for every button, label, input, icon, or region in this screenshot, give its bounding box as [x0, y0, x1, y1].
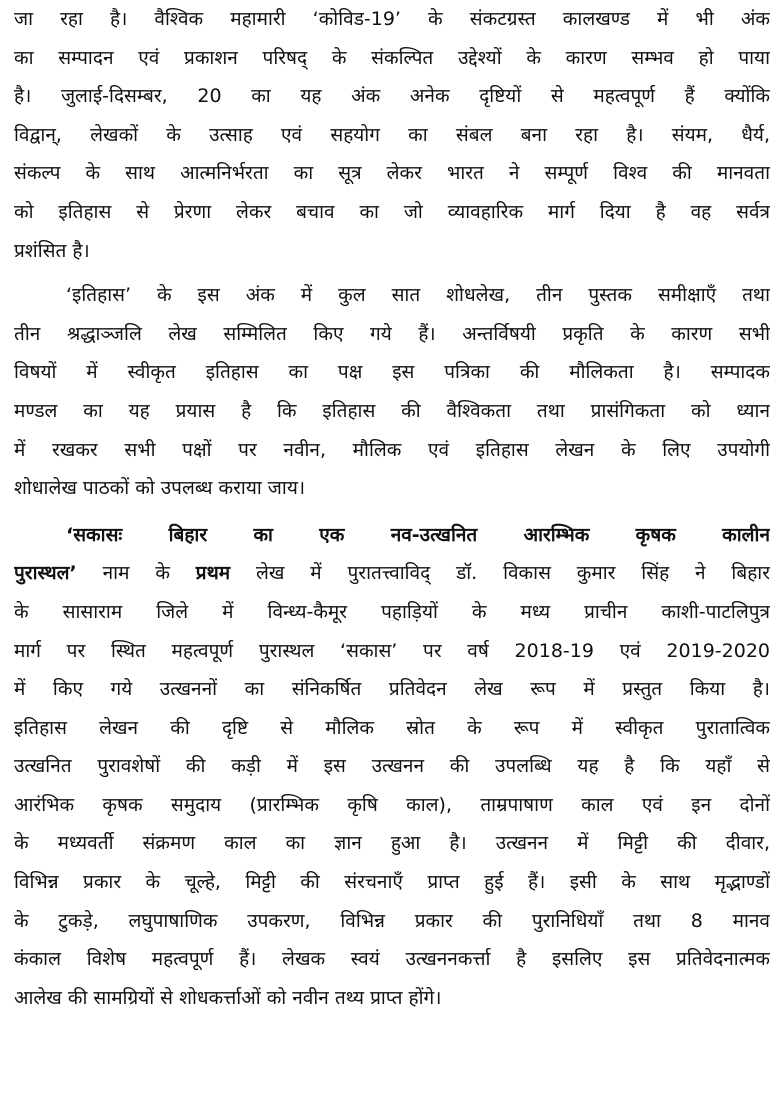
text-line: आलेख की सामग्रियों से शोधकर्त्ताओं को नवीन तथ्य प्राप्त होंगे। [14, 986, 442, 1009]
text-line: मण्डल का यह प्रयास है कि इतिहास की वैश्विकता तथा प्रासंगिकता को ध्यान [14, 399, 770, 422]
paragraph-intro [14, 0, 770, 270]
text-line: विद्वान्, लेखकों के उत्साह एवं सहयोग का संबल बना रहा है। संयम, धैर्य, [14, 123, 770, 146]
text-line: तीन श्रद्धाञ्जलि लेख सम्मिलित किए गये हैं। अन्तर्विषयी प्रकृति के कारण सभी [14, 322, 770, 345]
bold-word: प्रथम [195, 562, 231, 585]
text-line: प्रशंसित है। [14, 239, 90, 262]
article-title-part: पुरास्थल’ [14, 562, 77, 585]
text-line: शोधालेख पाठकों को उपलब्ध कराया जाय। [14, 477, 306, 500]
text-line: में रखकर सभी पक्षों पर नवीन, मौलिक एवं इतिहास लेखन के लिए उपयोगी [14, 438, 770, 461]
text-span: नाम के [76, 562, 196, 585]
text-line: विषयों में स्वीकृत इतिहास का पक्ष इस पत्रिका की मौलिकता है। सम्पादक [14, 361, 770, 384]
text-line: में किए गये उत्खननों का संनिकर्षित प्रतिवेदन लेख रूप में प्रस्तुत किया है। [14, 678, 770, 701]
text-line: आरंभिक कृषक समुदाय (प्रारम्भिक कृषि काल), ताम्रपाषाण काल एवं इन दोनों [14, 793, 770, 816]
text-line: संकल्प के साथ आत्मनिर्भरता का सूत्र लेकर भारत ने सम्पूर्ण विश्व की मानवता [14, 162, 770, 185]
text-line [14, 554, 770, 593]
text-line: मार्ग पर स्थित महत्वपूर्ण पुरास्थल ‘सकास’ पर वर्ष 2018-19 एवं 2019-2020 [14, 639, 770, 662]
text-line: उत्खनित पुरावशेषों की कड़ी में इस उत्खनन की उपलब्धि यह है कि यहाँ से [14, 755, 770, 778]
text-line: विभिन्न प्रकार के चूल्हे, मिट्टी की संरचनाएँ प्राप्त हुई हैं। इसी के साथ मृद्भाण्डों [14, 871, 770, 894]
text-line: को इतिहास से प्रेरणा लेकर बचाव का जो व्यावहारिक मार्ग दिया है वह सर्वत्र [14, 200, 770, 223]
article-title-part: ‘सकासः बिहार का एक नव-उत्खनित आरम्भिक कृषक कालीन [66, 523, 770, 546]
text-line: कंकाल विशेष महत्वपूर्ण हैं। लेखक स्वयं उत्खननकर्त्ता है इसलिए इस प्रतिवेदनात्मक [14, 948, 770, 971]
text-line [14, 516, 770, 555]
text-line: के सासाराम जिले में विन्ध्य-कैमूर पहाड़ियों के मध्य प्राचीन काशी-पाटलिपुत्र [14, 600, 770, 623]
text-line: का सम्पादन एवं प्रकाशन परिषद् के संकल्पित उद्देश्यों के कारण सम्भव हो पाया [14, 46, 770, 69]
text-line: जा रहा है। वैश्विक महामारी ‘कोविड-19’ के संकटग्रस्त कालखण्ड में भी अंक [14, 8, 770, 30]
text-line: के टुकड़े, लघुपाषाणिक उपकरण, विभिन्न प्रकार की पुरानिधियाँ तथा 8 मानव [14, 909, 770, 932]
paragraph-issue-overview [14, 276, 770, 508]
paragraph-first-article [14, 516, 770, 1018]
text-line: ‘इतिहास’ के इस अंक में कुल सात शोधलेख, तीन पुस्तक समीक्षाएँ तथा [66, 284, 770, 307]
text-line: के मध्यवर्ती संक्रमण काल का ज्ञान हुआ है। उत्खनन में मिट्टी की दीवार, [14, 832, 770, 855]
text-span: लेख में पुरातत्त्वाविद् डॉ. विकास कुमार सिंह ने बिहार [230, 562, 770, 585]
text-line: है। जुलाई-दिसम्बर, 20 का यह अंक अनेक दृष्टियों से महत्वपूर्ण हैं क्योंकि [14, 85, 770, 108]
text-line: इतिहास लेखन की दृष्टि से मौलिक स्रोत के रूप में स्वीकृत पुरातात्विक [14, 716, 770, 739]
